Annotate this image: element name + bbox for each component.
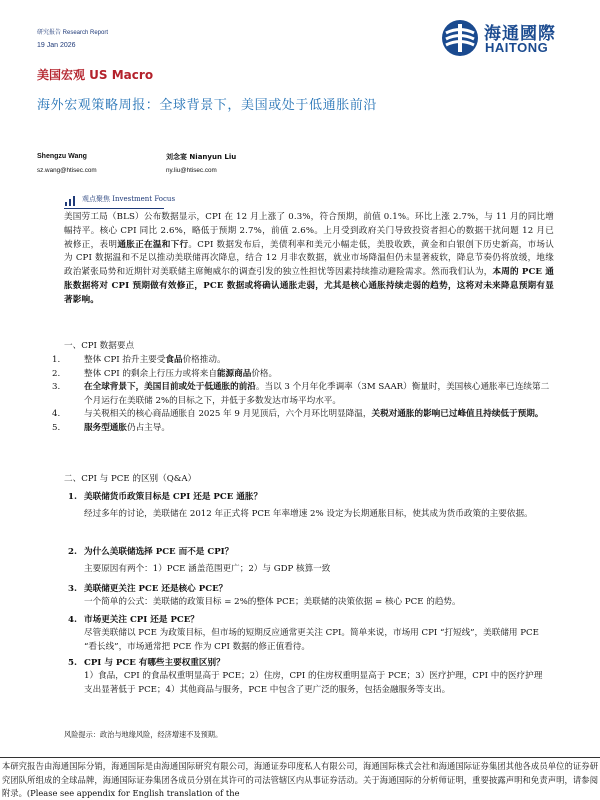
s2-a3: 一个简单的公式：美联储的政策目标 = 2%的整体 PCE；美联储的决策依据 = 核心 PCE 的趋势。 (84, 597, 461, 607)
author-1-name: Shengzu Wang (37, 153, 87, 160)
intro-text-2: 。CPI 数据发布后，美债利率和美元小幅走低，美股收跌，黄金和白银创下历史新高，市场认为 CPI 数据温和不足以推动美联储再次降息，结合 12 月非农数据，就业市场降温但仍未显著疲软，降息节奏仍将放缓，地缘政治紧张局势和近期针对美联储主席鲍威尔的调查引发的独立性担忧等因素持续推动避险需求。然而我们认为， (64, 239, 555, 278)
author-2-name: 刘念宴 Nianyun Liu (166, 153, 237, 161)
intro-bold-1: 通胀正在温和下行 (117, 239, 189, 250)
section-label: 美国宏观 US Macro (37, 68, 154, 82)
s2-q5: 5. CPI 与 PCE 有哪些主要权重区别？ 1）食品，CPI 的食品权重明显高于 PCE；2）住房，CPI 的住房权重明显高于 PCE；3）医疗护理，CPI 中的医疗护理支出显著低于 PCE；4）其他商品与服务，PCE 中包含了更广泛的服务，包括金融服务等支出。 (68, 656, 550, 697)
intro-bold-2: 本周的 PCE 通胀数据将对 CPI 预期做有效修正，PCE 数据或将确认通胀走弱，尤其是核心通胀持续走弱的趋势，这将对未来降息预期有显著影响。 (64, 267, 555, 305)
s2-q4: 4. 市场更关注 CPI 还是 PCE？ 尽管美联储以 PCE 为政策目标，但市场的短期反应通常更关注 CPI。简单来说，市场用 CPI “打短线”，美联储用 PCE “看长线”，市场通常把 PCE 作为 CPI 数据的修正值看待。 (68, 613, 550, 654)
intro-text-1: 美国劳工局（BLS）公布数据显示，CPI 在 12 月上涨了 0.3%，符合预期，前值 0.1%。环比上涨 2.7%，与 11 月的同比增幅持平。核心 CPI 同比 2.6%，略低于预期 2.7%，前值 2.6%。上月受到政府关门导致投资者担心的数据干扰问题 12 月已被修正，表明 (64, 212, 554, 250)
s1-item-2: 2. 整体 CPI 的剩余上行压力或将来自能源商品价格。 (52, 368, 278, 379)
author-2-email: ny.liu@htisec.com (166, 167, 217, 174)
haitong-logo (440, 18, 570, 58)
focus-divider (64, 208, 164, 209)
focus-icon (64, 192, 76, 204)
risk-note: 风险提示：政治与地缘风险，经济增速不及预期。 (64, 730, 223, 739)
footer-divider (0, 757, 600, 758)
s2-heading: 二、CPI 与 PCE 的区别（Q&A） (64, 474, 197, 484)
s2-a2: 主要原因有两个：1）PCE 涵盖范围更广；2）与 GDP 核算一致 (84, 564, 331, 574)
s1-item-4: 4. 与关税相关的核心商品通胀自 2025 年 9 月见顶后，六个月环比明显降温，关税对通胀的影响已过峰值且持续低于预期。 (52, 409, 544, 419)
logo-en: HAITONG (485, 40, 549, 55)
focus-label: 观点聚焦 Investment Focus (82, 195, 176, 203)
report-type: 研究报告 Research Report (37, 30, 109, 36)
s2-q3: 3. 美联储更关注 PCE 还是核心 PCE？ 一个简单的公式：美联储的政策目标 = 2%的整体 PCE；美联储的决策依据 = 核心 PCE 的趋势。 (68, 582, 550, 610)
s2-q1: 1. 美联储货币政策目标是 CPI 还是 PCE 通胀？ 经过多年的讨论，美联储在 2012 年正式将 PCE 年率增速 2% 设定为长期通胀目标，使其成为货币政策的主要依据。 (68, 490, 550, 522)
s1-heading: 一、CPI 数据要点 (64, 341, 135, 351)
s2-a5: 1）食品，CPI 的食品权重明显高于 PCE；2）住房，CPI 的住房权重明显高于 PCE；3）医疗护理，CPI 中的医疗护理支出显著低于 PCE；4）其他商品与服务，PCE 中包含了更广泛的服务，包括金融服务等支出。 (84, 671, 543, 695)
report-date: 19 Jan 2026 (37, 42, 76, 49)
s1-item-5: 5. 服务型通胀仍占主导。 (52, 422, 170, 433)
page-title: 海外宏观策略周报：全球背景下，美国或处于低通胀前沿 (37, 98, 378, 113)
s1-item-3: 3. 在全球背景下，美国目前或处于低通胀的前沿。当以 3 个月年化季调率（3M SAAR）衡量时，美国核心通胀率已连续第二个月运行在美联储 2%的目标之下，并低于多数发达市场平均水平。 (52, 382, 550, 406)
s2-q2: 2. 为什么美联储选择 PCE 而不是 CPI？ 主要原因有两个：1）PCE 涵盖范围更广；2）与 GDP 核算一致 (68, 545, 550, 577)
s1-item-1: 1. 整体 CPI 抬升主要受食品价格推动。 (52, 355, 226, 365)
logo-cn: 海通國際 (484, 24, 556, 44)
intro-paragraph (64, 211, 554, 308)
s1-list (52, 354, 550, 435)
author-1-email: sz.wang@htisec.com (37, 167, 97, 174)
footer-disclaimer: 本研究报告由海通国际分销，海通国际是由海通国际研究有限公司，海通证券印度私人有限公司，海通国际株式会社和海通国际证券集团其他各成员单位的证券研究团队所组成的全球品牌，海通国际证券集团各成员分别在其许可的司法管辖区内从事证券活动。关于海通国际的分析师证明，重要披露声明和免责声明，请参阅附录。(Please see appendix for English translation of the (2, 761, 598, 798)
s2-a1: 经过多年的讨论，美联储在 2012 年正式将 PCE 年率增速 2% 设定为长期通胀目标，使其成为货币政策的主要依据。 (84, 509, 533, 519)
s2-a4: 尽管美联储以 PCE 为政策目标，但市场的短期反应通常更关注 CPI。简单来说，市场用 CPI “打短线”，美联储用 PCE “看长线”，市场通常把 PCE 作为 CPI 数据的修正值看待。 (84, 628, 539, 652)
haitong-logo-icon (440, 18, 480, 58)
